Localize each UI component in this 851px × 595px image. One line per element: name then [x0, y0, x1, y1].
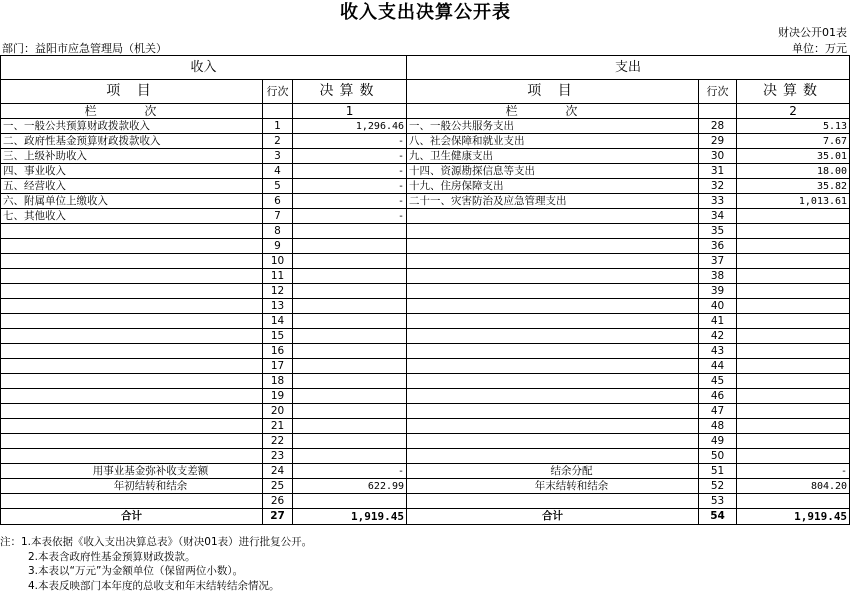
income-row-no: 17 — [263, 359, 293, 374]
expense-item — [407, 449, 699, 464]
expense-amount — [737, 359, 850, 374]
income-amount: - — [293, 464, 407, 479]
summary-row — [1, 494, 850, 509]
income-item — [1, 374, 263, 389]
expense-amount — [737, 449, 850, 464]
expense-row-no: 29 — [699, 134, 737, 149]
table-row — [1, 119, 850, 134]
income-item — [1, 359, 263, 374]
expense-amount — [737, 224, 850, 239]
income-amount — [293, 239, 407, 254]
income-item — [1, 299, 263, 314]
income-item — [1, 419, 263, 434]
expense-lanci-label: 栏 次 — [407, 104, 699, 119]
expense-row-no: 53 — [699, 494, 737, 509]
expense-row-no: 28 — [699, 119, 737, 134]
expense-item — [407, 404, 699, 419]
income-item: 一、一般公共预算财政拨款收入 — [1, 119, 263, 134]
expense-row-no: 31 — [699, 164, 737, 179]
expense-row-no: 38 — [699, 269, 737, 284]
income-item — [1, 284, 263, 299]
expense-amount — [737, 209, 850, 224]
table-row — [1, 284, 850, 299]
income-row-no: 15 — [263, 329, 293, 344]
expense-amount — [737, 434, 850, 449]
table-row — [1, 314, 850, 329]
expense-row-no: 37 — [699, 254, 737, 269]
income-item — [1, 344, 263, 359]
income-total-amount: 1,919.45 — [293, 509, 407, 525]
table-row — [1, 209, 850, 224]
income-rowno-header: 行次 — [263, 80, 293, 104]
expense-row-no: 42 — [699, 329, 737, 344]
expense-item-header: 项 目 — [407, 80, 699, 104]
table-row — [1, 134, 850, 149]
income-item — [1, 404, 263, 419]
income-amount-header: 决算数 — [293, 80, 407, 104]
expense-amount — [737, 269, 850, 284]
income-item — [1, 224, 263, 239]
footnote-line: 2.本表含政府性基金预算财政拨款。 — [28, 550, 196, 563]
income-row-no: 6 — [263, 194, 293, 209]
income-lanci-label: 栏 次 — [1, 104, 263, 119]
table-row — [1, 254, 850, 269]
section-header-row — [1, 56, 850, 80]
income-row-no: 3 — [263, 149, 293, 164]
expense-item — [407, 344, 699, 359]
income-summary-item: 用事业基金弥补收支差额 — [1, 464, 263, 479]
expense-item — [407, 209, 699, 224]
income-row-no: 21 — [263, 419, 293, 434]
expense-lanci-rowno — [699, 104, 737, 119]
expense-item — [407, 419, 699, 434]
expense-item — [407, 239, 699, 254]
income-amount — [293, 299, 407, 314]
page-title: 收入支出决算公开表 — [340, 2, 511, 23]
expense-amount: - — [737, 464, 850, 479]
income-amount: - — [293, 209, 407, 224]
income-item: 七、其他收入 — [1, 209, 263, 224]
income-item: 三、上级补助收入 — [1, 149, 263, 164]
expense-item — [407, 374, 699, 389]
income-amount: - — [293, 134, 407, 149]
expense-item — [407, 434, 699, 449]
income-amount: 622.99 — [293, 479, 407, 494]
income-row-no: 5 — [263, 179, 293, 194]
expense-row-no: 33 — [699, 194, 737, 209]
income-amount — [293, 389, 407, 404]
expense-row-no: 39 — [699, 284, 737, 299]
income-section-header: 收入 — [1, 56, 407, 80]
income-item — [1, 434, 263, 449]
income-amount: - — [293, 179, 407, 194]
expense-row-no: 40 — [699, 299, 737, 314]
table-row — [1, 179, 850, 194]
income-amount — [293, 344, 407, 359]
income-amount: - — [293, 149, 407, 164]
income-item — [1, 314, 263, 329]
income-row-no: 18 — [263, 374, 293, 389]
income-total-label: 合计 — [1, 509, 263, 525]
income-row-no: 12 — [263, 284, 293, 299]
income-amount — [293, 269, 407, 284]
income-expense-table — [0, 55, 850, 525]
income-amount — [293, 494, 407, 509]
expense-item: 十四、资源勘探信息等支出 — [407, 164, 699, 179]
income-amount — [293, 329, 407, 344]
income-amount — [293, 359, 407, 374]
income-row-no: 22 — [263, 434, 293, 449]
expense-row-no: 52 — [699, 479, 737, 494]
expense-item: 二十一、灾害防治及应急管理支出 — [407, 194, 699, 209]
expense-item — [407, 389, 699, 404]
income-item — [1, 269, 263, 284]
income-row-no: 8 — [263, 224, 293, 239]
expense-summary-item: 年末结转和结余 — [407, 479, 699, 494]
expense-row-no: 35 — [699, 224, 737, 239]
expense-amount: 18.00 — [737, 164, 850, 179]
expense-item — [407, 329, 699, 344]
expense-row-no: 48 — [699, 419, 737, 434]
expense-item — [407, 224, 699, 239]
income-amount — [293, 224, 407, 239]
expense-row-no: 36 — [699, 239, 737, 254]
income-row-no: 16 — [263, 344, 293, 359]
expense-row-no: 30 — [699, 149, 737, 164]
expense-amount: 7.67 — [737, 134, 850, 149]
summary-row — [1, 464, 850, 479]
income-item-header: 项 目 — [1, 80, 263, 104]
expense-row-no: 43 — [699, 344, 737, 359]
expense-amount — [737, 404, 850, 419]
income-row-no: 10 — [263, 254, 293, 269]
income-row-no: 19 — [263, 389, 293, 404]
table-row — [1, 299, 850, 314]
expense-row-no: 46 — [699, 389, 737, 404]
income-item: 二、政府性基金预算财政拨款收入 — [1, 134, 263, 149]
expense-amount — [737, 239, 850, 254]
expense-col-index: 2 — [737, 104, 850, 119]
income-amount — [293, 254, 407, 269]
expense-total-amount: 1,919.45 — [737, 509, 850, 525]
form-number: 财决公开01表 — [778, 26, 847, 39]
table-row — [1, 149, 850, 164]
expense-row-no: 45 — [699, 374, 737, 389]
income-amount — [293, 419, 407, 434]
table-row — [1, 164, 850, 179]
expense-amount: 35.82 — [737, 179, 850, 194]
income-row-no: 20 — [263, 404, 293, 419]
income-amount — [293, 374, 407, 389]
expense-item — [407, 254, 699, 269]
income-row-no: 7 — [263, 209, 293, 224]
table-row — [1, 389, 850, 404]
income-row-no: 26 — [263, 494, 293, 509]
table-row — [1, 329, 850, 344]
income-row-no: 1 — [263, 119, 293, 134]
table-row — [1, 374, 850, 389]
expense-amount — [737, 314, 850, 329]
expense-total-row-no: 54 — [699, 509, 737, 525]
expense-row-no: 32 — [699, 179, 737, 194]
income-row-no: 24 — [263, 464, 293, 479]
income-amount — [293, 314, 407, 329]
income-col-index: 1 — [293, 104, 407, 119]
income-row-no: 23 — [263, 449, 293, 464]
income-total-row-no: 27 — [263, 509, 293, 525]
footnotes — [0, 535, 312, 593]
table-row — [1, 224, 850, 239]
summary-row — [1, 479, 850, 494]
table-row — [1, 344, 850, 359]
income-row-no: 25 — [263, 479, 293, 494]
expense-item: 八、社会保障和就业支出 — [407, 134, 699, 149]
expense-amount: 5.13 — [737, 119, 850, 134]
expense-amount — [737, 254, 850, 269]
income-amount — [293, 449, 407, 464]
expense-total-label: 合计 — [407, 509, 699, 525]
income-row-no: 9 — [263, 239, 293, 254]
income-lanci-rowno — [263, 104, 293, 119]
expense-summary-item: 结余分配 — [407, 464, 699, 479]
expense-amount — [737, 299, 850, 314]
footnote-line: 注：1.本表依据《收入支出决算总表》（财决01表）进行批复公开。 — [0, 536, 313, 548]
expense-amount — [737, 389, 850, 404]
table-row — [1, 434, 850, 449]
expense-item — [407, 359, 699, 374]
unit-label: 单位：万元 — [792, 42, 847, 55]
table-row — [1, 359, 850, 374]
table-row — [1, 449, 850, 464]
expense-item: 十九、住房保障支出 — [407, 179, 699, 194]
expense-amount — [737, 374, 850, 389]
expense-item — [407, 269, 699, 284]
expense-item — [407, 299, 699, 314]
footnote-line: 3.本表以“万元”为金额单位（保留两位小数）。 — [28, 565, 244, 577]
income-item — [1, 389, 263, 404]
table-row — [1, 419, 850, 434]
expense-amount — [737, 329, 850, 344]
expense-amount: 35.01 — [737, 149, 850, 164]
income-row-no: 2 — [263, 134, 293, 149]
income-summary-item — [1, 494, 263, 509]
income-row-no: 14 — [263, 314, 293, 329]
income-row-no: 11 — [263, 269, 293, 284]
income-amount — [293, 284, 407, 299]
income-item — [1, 329, 263, 344]
expense-amount — [737, 344, 850, 359]
income-item — [1, 254, 263, 269]
income-item — [1, 449, 263, 464]
expense-row-no: 47 — [699, 404, 737, 419]
income-row-no: 4 — [263, 164, 293, 179]
income-item: 五、经营收入 — [1, 179, 263, 194]
expense-row-no: 34 — [699, 209, 737, 224]
table-row — [1, 404, 850, 419]
column-index-row — [1, 104, 850, 119]
expense-amount — [737, 494, 850, 509]
income-summary-item: 年初结转和结余 — [1, 479, 263, 494]
expense-row-no: 49 — [699, 434, 737, 449]
expense-amount-header: 决算数 — [737, 80, 850, 104]
expense-rowno-header: 行次 — [699, 80, 737, 104]
column-header-row — [1, 80, 850, 104]
expense-item: 九、卫生健康支出 — [407, 149, 699, 164]
income-amount — [293, 404, 407, 419]
expense-amount: 1,013.61 — [737, 194, 850, 209]
table-row — [1, 194, 850, 209]
table-row — [1, 269, 850, 284]
income-item: 四、事业收入 — [1, 164, 263, 179]
expense-item — [407, 284, 699, 299]
expense-row-no: 51 — [699, 464, 737, 479]
expense-row-no: 44 — [699, 359, 737, 374]
income-row-no: 13 — [263, 299, 293, 314]
income-amount: - — [293, 164, 407, 179]
expense-amount: 804.20 — [737, 479, 850, 494]
income-amount: - — [293, 194, 407, 209]
total-row — [1, 509, 850, 525]
income-amount — [293, 434, 407, 449]
income-item: 六、附属单位上缴收入 — [1, 194, 263, 209]
table-row — [1, 239, 850, 254]
expense-row-no: 41 — [699, 314, 737, 329]
department-label: 部门：益阳市应急管理局（机关） — [2, 42, 167, 55]
expense-item: 一、一般公共服务支出 — [407, 119, 699, 134]
expense-item — [407, 314, 699, 329]
expense-summary-item — [407, 494, 699, 509]
income-item — [1, 239, 263, 254]
expense-section-header: 支出 — [407, 56, 850, 80]
expense-amount — [737, 419, 850, 434]
footnote-line: 4.本表反映部门本年度的总收支和年末结转结余情况。 — [28, 579, 280, 592]
expense-amount — [737, 284, 850, 299]
income-amount: 1,296.46 — [293, 119, 407, 134]
expense-row-no: 50 — [699, 449, 737, 464]
